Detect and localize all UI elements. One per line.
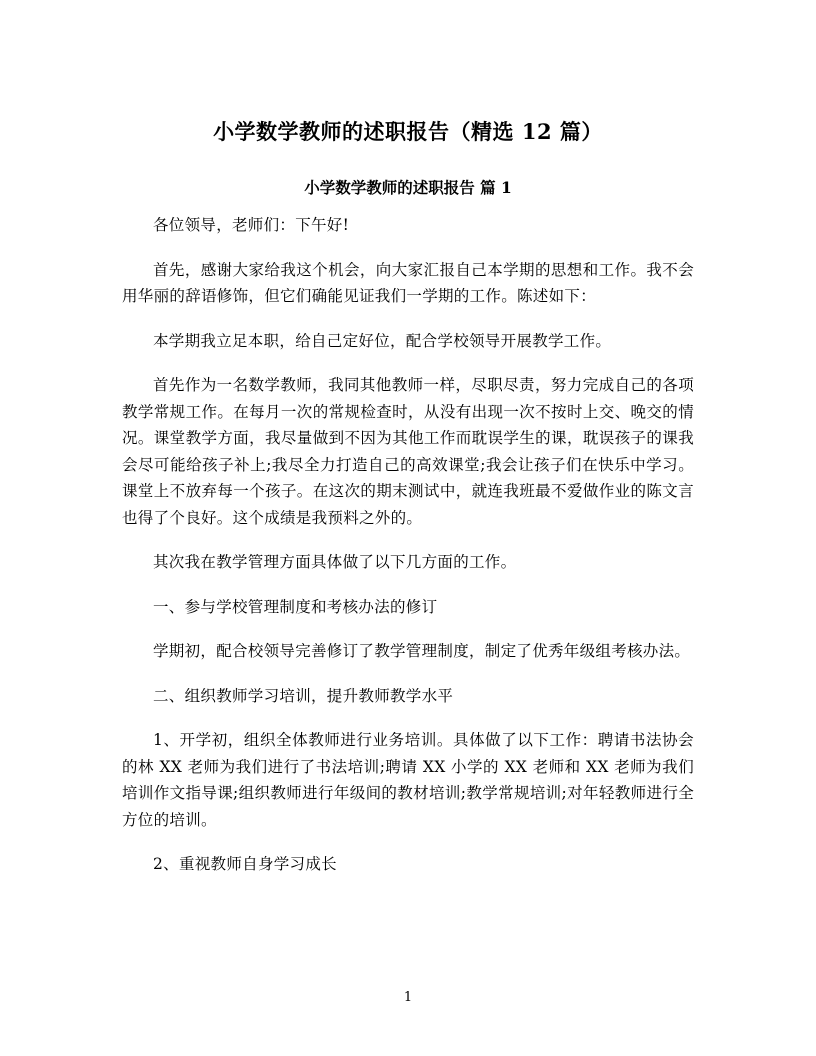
document-body: [122, 112, 694, 878]
paragraph-management-intro: 其次我在教学管理方面具体做了以下几方面的工作。: [153, 553, 517, 571]
page-number: 1: [403, 990, 413, 1005]
paragraph-item-2-2: 2、重视教师自身学习成长: [153, 855, 337, 873]
paragraph-intro: 首先，感谢大家给我这个机会，向大家汇报自己本学期的思想和工作。我不会用华丽的辞语修饰，但它们确能见证我们一学期的工作。陈述如下：: [122, 260, 694, 305]
paragraph-role: 本学期我立足本职，给自己定好位，配合学校领导开展教学工作。: [153, 331, 612, 350]
section-title: 小学数学教师的述职报告 篇 1: [304, 178, 512, 197]
heading-item-1: 一、参与学校管理制度和考核办法的修订: [153, 597, 438, 616]
heading-item-2: 二、组织教师学习培训，提升教师教学水平: [153, 686, 454, 705]
document-title: 小学数学教师的述职报告（精选 12 篇）: [213, 119, 603, 144]
paragraph-item-1: 学期初，配合校领导完善修订了教学管理制度，制定了优秀年级组考核办法。: [153, 642, 691, 660]
paragraph-greeting: 各位领导，老师们：下午好!: [153, 216, 350, 234]
paragraph-teaching: 首先作为一名数学教师，我同其他教师一样，尽职尽责，努力完成自己的各项教学常规工作。在每月一次的常规检查时，从没有出现一次不按时上交、晚交的情况。课堂教学方面，我尽量做到不因为其他工作而耽误学生的课，耽误孩子的课我会尽可能给孩子补上;我尽全力打造自己的高效课堂;我会让孩子们在快乐中学习。课堂上不放弃每一个孩子。在这次的期末测试中，就连我班最不爱做作业的陈文言也得了个良好。这个成绩是我预料之外的。: [122, 376, 694, 527]
paragraph-item-2-1: 1、开学初，组织全体教师进行业务培训。具体做了以下工作：聘请书法协会的林 XX 老师为我们进行了书法培训;聘请 XX 小学的 XX 老师和 XX 老师为我们培训作文指导课;组织教师进行年级间的教材培训;教学常规培训;对年轻教师进行全方位的培训。: [122, 731, 694, 829]
